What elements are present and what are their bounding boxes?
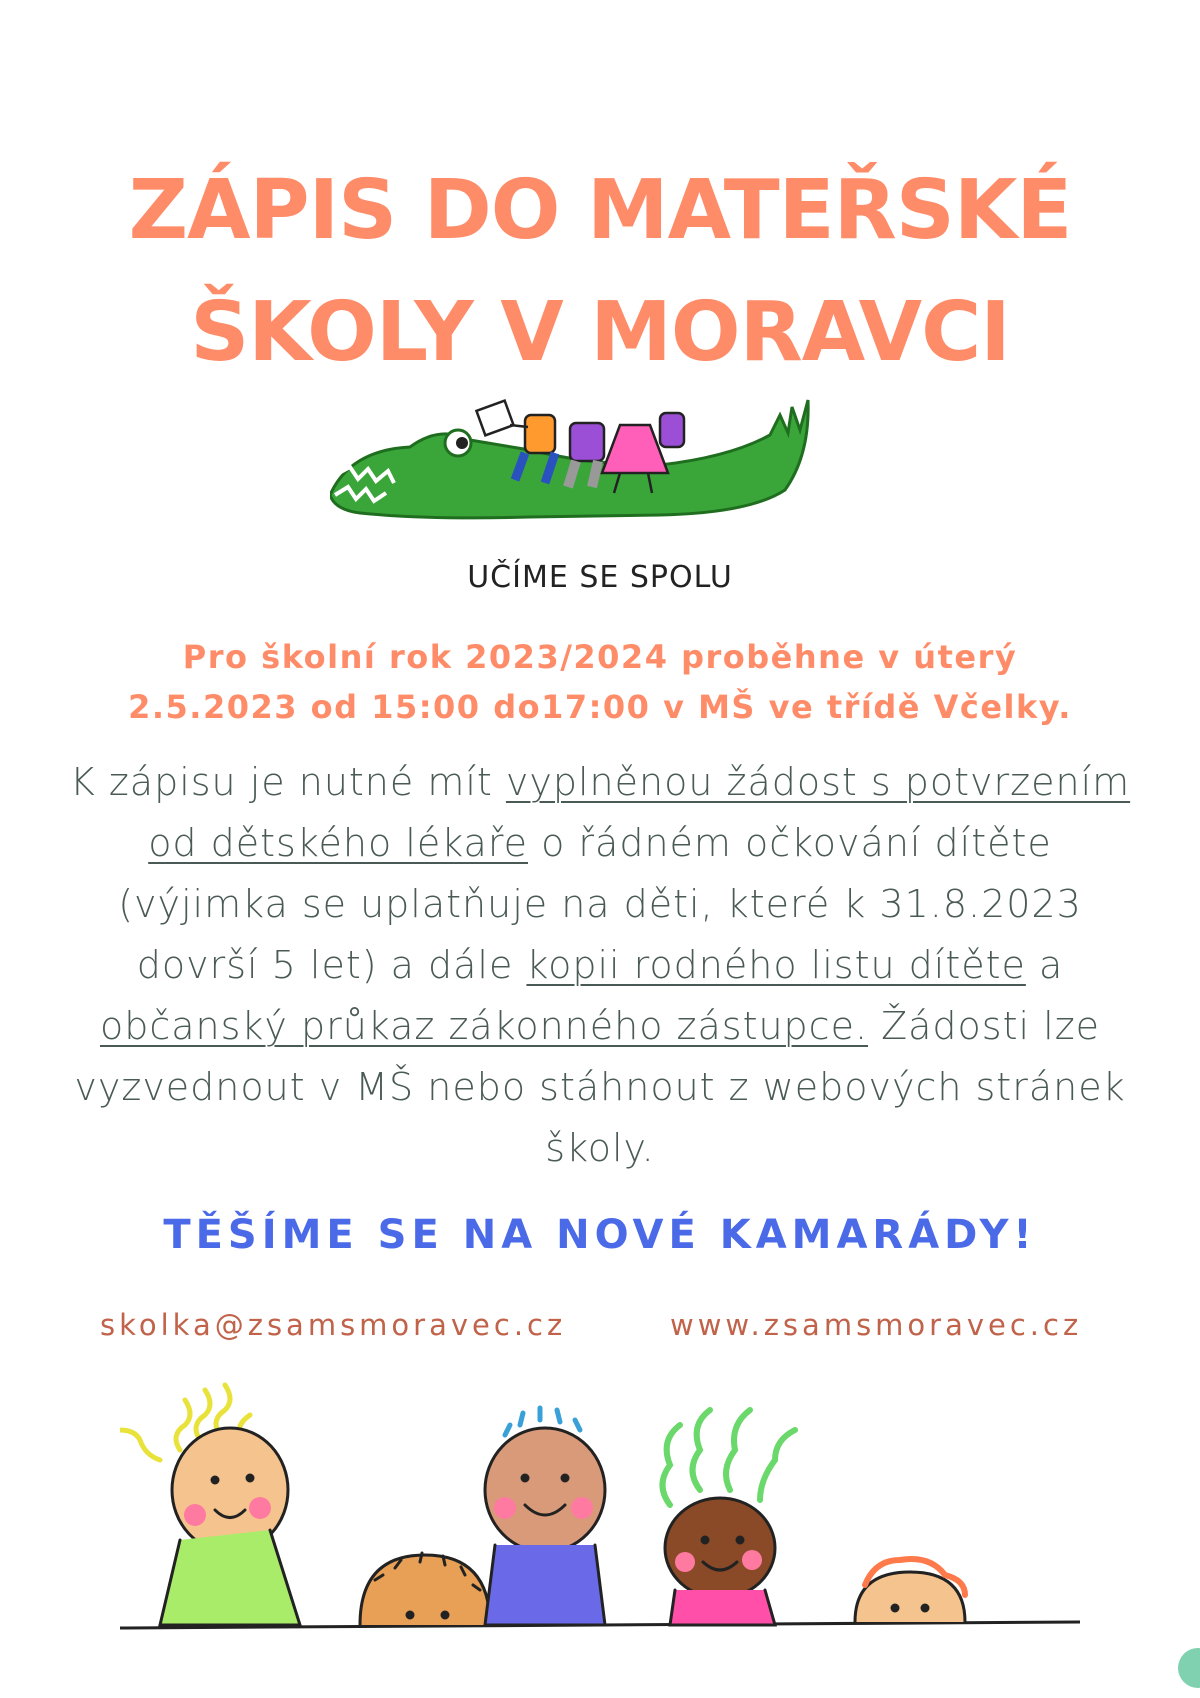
kid-peeking-brown: [360, 1553, 490, 1625]
kid-peeking-red-hair: [855, 1559, 965, 1622]
slogan: TĚŠÍME SE NA NOVÉ KAMARÁDY!: [163, 1212, 1037, 1258]
five-children-peeking-illustration: [120, 1380, 1080, 1680]
requirements-text-3: a: [1025, 943, 1064, 987]
requirements-text-4: Žádosti lze vyzvednout v MŠ nebo stáhnout z webových stránek školy.: [74, 1004, 1126, 1170]
contacts: [0, 1308, 1200, 1348]
email-link[interactable]: skolka@zsamsmoravec.cz: [100, 1308, 567, 1342]
date-info-line-1: Pro školní rok 2023/2024 proběhne v úterý: [182, 638, 1018, 676]
title-line-1: ZÁPIS DO MATEŘSKÉ: [128, 163, 1072, 258]
kid-yellow-hair: [120, 1385, 300, 1625]
kid-blue-shirt: [485, 1408, 605, 1625]
title-line-2: ŠKOLY V MORAVCI: [190, 285, 1010, 380]
requirements-text-1: K zápisu je nutné mít: [69, 760, 506, 804]
logo-caption: UČÍME SE SPOLU: [467, 560, 733, 595]
requirements-text-2: o řádném očkování dítěte (výjimka se uplatňuje na děti, které k 31.8.2023 dovrší 5 let) a dále: [118, 821, 1082, 987]
enrollment-date-info: [0, 632, 1200, 732]
date-info-line-2: 2.5.2023 od 15:00 do17:00 v MŠ ve třídě Včelky.: [128, 688, 1072, 726]
corner-decoration: [1178, 1648, 1200, 1688]
requirements-paragraph: [60, 752, 1140, 1179]
website-link[interactable]: www.zsamsmoravec.cz: [670, 1308, 1083, 1342]
requirement-id-card: občanský průkaz zákonného zástupce.: [99, 1004, 869, 1048]
page-title: [0, 150, 1200, 394]
requirement-application-form: vyplněnou žádost s potvrzením od dětského lékaře: [148, 760, 1131, 865]
requirement-birth-certificate: kopii rodného listu dítěte: [526, 943, 1026, 987]
kid-green-hair: [663, 1410, 796, 1625]
